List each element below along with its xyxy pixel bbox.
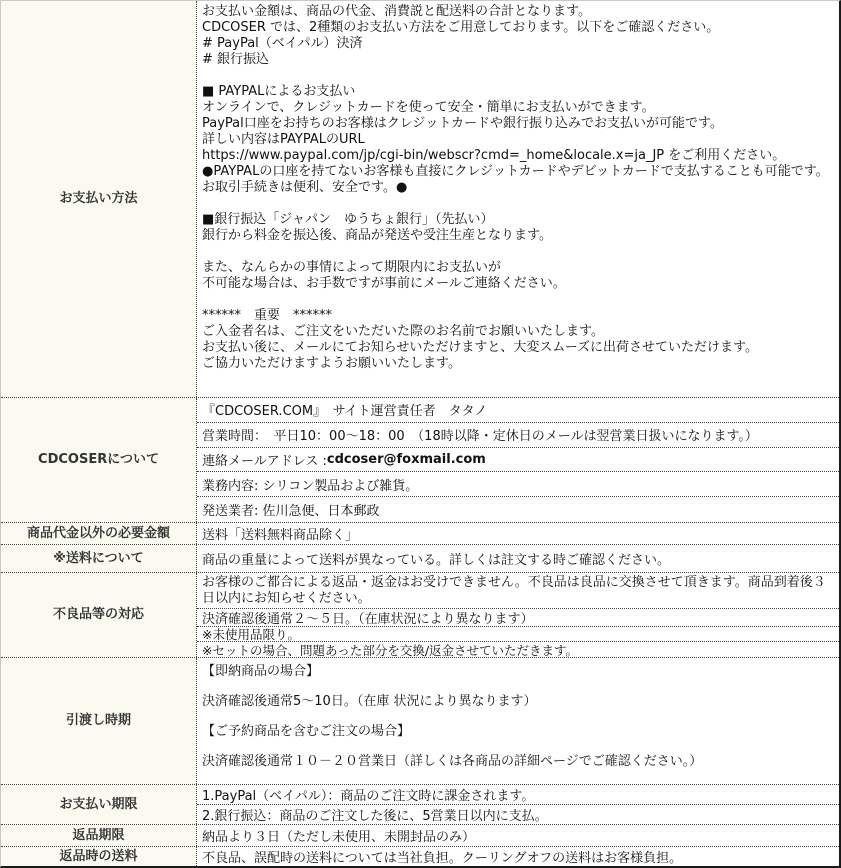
text-line: ■銀行振込「ジャパン ゆうちょ銀行」（先払い） bbox=[202, 212, 494, 227]
row-header-delivery-time: 引渡し時期 bbox=[1, 658, 197, 784]
payment-deadline-content bbox=[197, 785, 839, 824]
text-line: お支払い後に、メールにてお知らせいただけますと、大変スムーズに出荷させていただけます。 bbox=[202, 340, 759, 355]
text-line: お取引手続きは便利、安全です。● bbox=[202, 180, 408, 195]
shipping-note-content: 商品の重量によって送料が異なっている。詳しくは註文する時ご確認ください。 bbox=[197, 545, 839, 572]
text-line: 銀行から料金を振込後、商品が発送や受注生産となります。 bbox=[202, 228, 552, 243]
row-payment-method bbox=[1, 1, 839, 398]
contact-email-row bbox=[197, 448, 839, 473]
blank-line bbox=[202, 68, 835, 84]
business-hours-text: 営業時間： 平日10：00～18：00 （18時以降・定休日のメールは翌営業日扱いになります。） bbox=[197, 423, 839, 448]
text-line: 【即納商品の場合】 bbox=[202, 664, 320, 679]
defects-policy-content bbox=[197, 573, 839, 657]
contact-email-address: cdcoser@foxmail.com bbox=[326, 451, 486, 467]
text-line: オンラインで、クレジットカードを使って安全・簡単にお支払いができます。 bbox=[202, 100, 655, 115]
text-line: # PayPal（ベイパル）決済 bbox=[202, 36, 363, 51]
row-header-payment-deadline: お支払い期限 bbox=[1, 785, 197, 824]
row-header-return-shipping: 返品時の送料 bbox=[1, 847, 197, 866]
text-line: 【ご予約商品を含むご注文の場合】 bbox=[202, 724, 411, 739]
return-deadline-content: 納品より３日（ただし未使用、未開封品のみ） bbox=[197, 825, 839, 846]
text-line: お支払い金額は、商品の代金、消費説と配送料の合計となります。 bbox=[202, 4, 591, 19]
text-line: CDCOSER では、2種類のお支払い方法をご用意しております。以下をご確認ください。 bbox=[202, 20, 720, 35]
blank-line bbox=[202, 709, 835, 724]
payment-deadline-item: 2.銀行振込：商品のご注文した後に、5営業日以内に支払。 bbox=[202, 809, 548, 824]
paypal-url-text: https://www.paypal.com/jp/cgi-bin/webscr?cmd=_home&locale.x=ja_JP をご利用ください。 bbox=[202, 148, 786, 163]
text-line: PayPal口座をお持ちのお客様はクレジットカードや銀行振り込みでお支払いが可能です。 bbox=[202, 116, 723, 131]
text-line: 決済確認後通常5～10日。（在庫 状況により異なります） bbox=[202, 694, 537, 709]
payment-deadline-item: 1.PayPal（ベイパル）：商品のご注文時に課金されます。 bbox=[197, 785, 839, 805]
return-shipping-content: 不良品、誤配時の送料については当社負担。クーリングオフの送料はお客様負担。 bbox=[197, 847, 839, 866]
text-line: # 銀行振込 bbox=[202, 52, 270, 67]
extra-fees-content: 送料「送料無料商品除く」 bbox=[197, 523, 839, 544]
row-extra-fees bbox=[1, 523, 839, 545]
row-return-shipping bbox=[1, 847, 839, 866]
text-line: ■ PAYPALによるお支払い bbox=[202, 84, 356, 99]
row-header-extra-fees: 商品代金以外の必要金額 bbox=[1, 523, 197, 544]
row-shipping-note bbox=[1, 545, 839, 573]
text-line: 決済確認後通常１０－２０営業日（詳しくは各商品の詳細ページでご確認ください。） bbox=[202, 754, 703, 769]
text-line: ご入金者名は、ご注文をいただいた際のお名前でお願いいたします。 bbox=[202, 324, 604, 339]
row-defects-policy bbox=[1, 573, 839, 658]
site-owner-text: 『CDCOSER.COM』 サイト運営責任者 タタノ bbox=[197, 398, 839, 423]
row-header-return-deadline: 返品期限 bbox=[1, 825, 197, 846]
row-header-about-cdcoser: CDCOSERについて bbox=[1, 398, 197, 522]
row-header-shipping-note: ※送料について bbox=[1, 545, 197, 572]
important-notice-heading: ****** 重要 ****** bbox=[202, 308, 333, 323]
blank-line bbox=[202, 292, 835, 308]
row-header-payment-method: お支払い方法 bbox=[1, 1, 197, 397]
row-delivery-time bbox=[1, 658, 839, 785]
delivery-time-content bbox=[197, 658, 839, 784]
row-header-defects-policy: 不良品等の対応 bbox=[1, 573, 197, 657]
defects-policy-item: お客様のご都合による返品・返金はお受けできません。不良品は良品に交換させて頂きます。商品到着後３日以内にお知らせください。 bbox=[197, 573, 839, 609]
contact-email-label: 連絡メールアドレス : bbox=[202, 453, 327, 469]
text-line: 詳しい内容はPAYPALのURL bbox=[202, 132, 365, 147]
defects-policy-item: ※セットの場合、問題あった部分を交換/返金させていただきます。 bbox=[202, 642, 579, 657]
payment-method-content bbox=[197, 1, 839, 397]
text-line: ●PAYPALの口座を持てないお客様も直接にクレジットカードやデビットカードで支払することも可能です。 bbox=[202, 164, 829, 179]
text-line: ご協力いただけますようお願いいたします。 bbox=[202, 356, 461, 371]
about-cdcoser-content bbox=[197, 398, 839, 522]
blank-line bbox=[202, 196, 835, 212]
row-return-deadline bbox=[1, 825, 839, 847]
defects-policy-item: 決済確認後通常２～５日。（在庫状況により異なります） bbox=[197, 609, 839, 627]
defects-policy-item: ※未使用品限り。 bbox=[197, 627, 839, 642]
shippers-text: 発送業者: 佐川急便、日本郵政 bbox=[202, 504, 380, 520]
row-about-cdcoser bbox=[1, 398, 839, 523]
blank-line bbox=[202, 739, 835, 754]
blank-line bbox=[202, 244, 835, 260]
business-desc-text: 業務内容: シリコン製品および雑貨。 bbox=[197, 472, 839, 497]
blank-line bbox=[202, 679, 835, 694]
text-line: また、なんらかの事情によって期限内にお支払いが bbox=[202, 260, 502, 275]
row-payment-deadline bbox=[1, 785, 839, 825]
text-line: 不可能な場合は、お手数ですが事前にメールご連絡ください。 bbox=[202, 276, 566, 291]
